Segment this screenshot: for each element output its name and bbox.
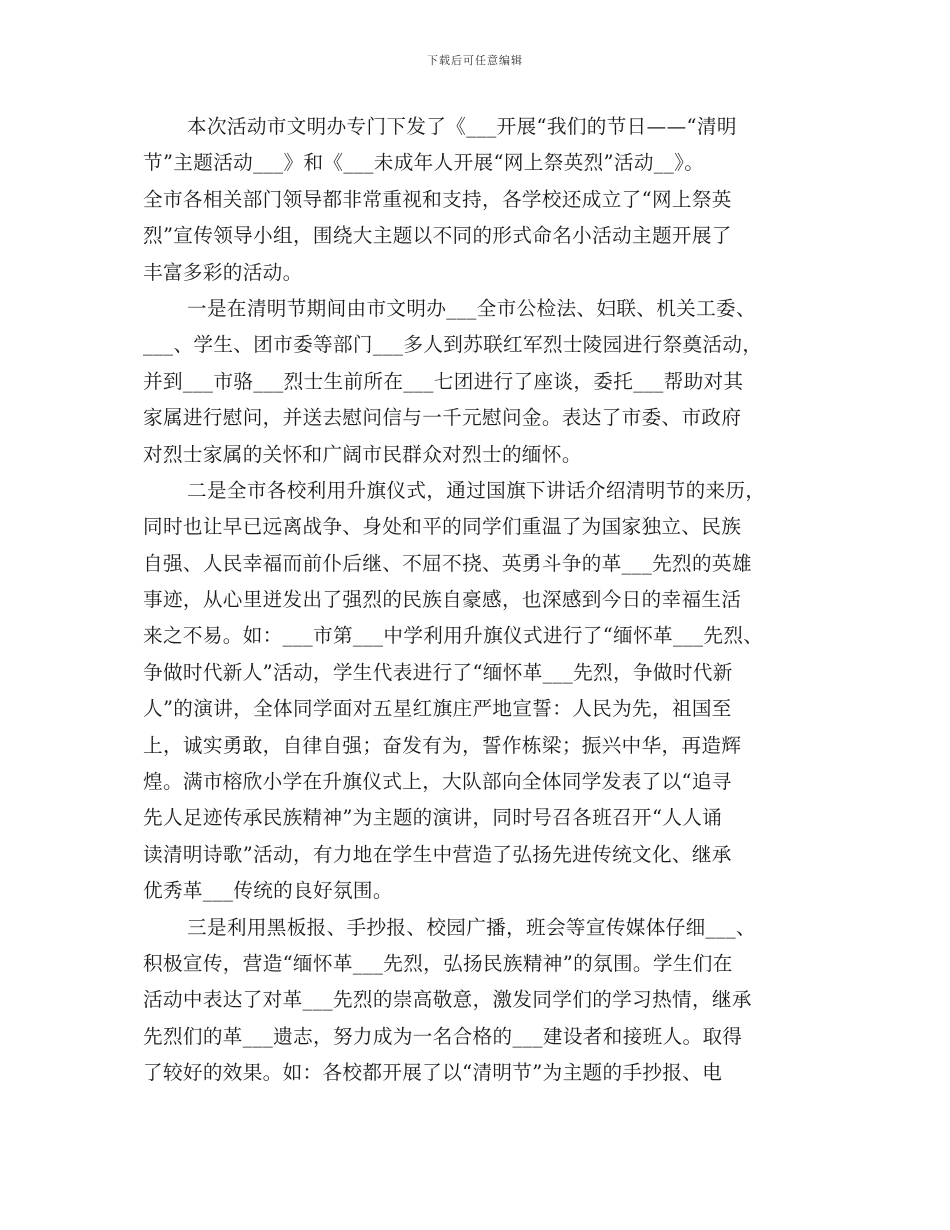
text-line: 烈”宣传领导小组，围绕大主题以不同的形式命名小活动主题开展了: [143, 224, 732, 248]
text-line: 丰富多彩的活动。: [143, 260, 303, 284]
text-line: 了较好的效果。如：各校都开展了以“清明节”为主题的手抄报、电: [143, 1061, 723, 1085]
text-line: 先烈们的革___遗志，努力成为一名合格的___建设者和接班人。取得: [143, 1024, 743, 1048]
text-line: 节”主题活动___》和《___未成年人开展“网上祭英烈”活动__》。: [143, 151, 705, 175]
text-line: 本次活动市文明办专门下发了《___开展“我们的节日——“清明: [187, 115, 737, 138]
text-line: ___、学生、团市委等部门___多人到苏联红军烈士陵园进行祭奠活动，: [143, 333, 763, 357]
text-line: 一是在清明节期间由市文明办___全市公检法、妇联、机关工委、: [187, 296, 756, 320]
paragraph-point-one: [143, 291, 813, 473]
text-line: 自强、人民幸福而前仆后继、不屈不挠、英勇斗争的革___先烈的英雄: [143, 551, 752, 575]
text-line: 上，诚实勇敢，自律自强；奋发有为，誓作栋梁；振兴中华，再造辉: [143, 733, 742, 757]
text-line: 读清明诗歌”活动，有力地在学生中营造了弘扬先进传统文化、继承: [143, 842, 732, 866]
text-line: 家属进行慰问，并送去慰问信与一千元慰问金。表达了市委、市政府: [143, 406, 742, 430]
text-line: 并到___市骆___烈士生前所在___七团进行了座谈，委托___帮助对其: [143, 369, 744, 393]
paragraph-point-two: [143, 473, 813, 910]
text-line: 优秀革___传统的良好氛围。: [143, 879, 393, 903]
text-line: 先人足迹传承民族精神”为主题的演讲，同时号召各班召开“人人诵: [143, 806, 723, 830]
text-line: 争做时代新人”活动，学生代表进行了“缅怀革___先烈，争做时代新: [143, 660, 733, 684]
text-line: 对烈士家属的关怀和广阔市民群众对烈士的缅怀。: [143, 442, 582, 466]
paragraph-activity-overview: [143, 109, 813, 291]
text-line: 积极宣传，营造“缅怀革___先烈，弘扬民族精神”的氛围。学生们在: [143, 951, 733, 975]
text-line: 事迹，从心里迸发出了强烈的民族自豪感，也深感到今日的幸福生活: [143, 588, 742, 612]
text-line: 来之不易。如：___市第___中学利用升旗仪式进行了“缅怀革___先烈、: [143, 624, 764, 648]
text-line: 全市各相关部门领导都非常重视和支持，各学校还成立了“网上祭英: [143, 187, 732, 211]
text-line: 三是利用黑板报、手抄报、校园广播，班会等宣传媒体仔细___、: [187, 915, 756, 939]
paragraph-point-three: [143, 910, 813, 1092]
page-header: 下载后可任意编辑: [427, 54, 523, 67]
text-line: 人”的演讲，全体同学面对五星红旗庄严地宣誓：人民为先，祖国至: [143, 697, 732, 721]
text-line: 活动中表达了对革___先烈的崇高敬意，激发同学们的学习热情，继承: [143, 988, 752, 1012]
text-line: 同时也让早已远离战争、身处和平的同学们重温了为国家独立、民族: [143, 515, 742, 539]
text-line: 煌。满市榕欣小学在升旗仪式上，大队部向全体同学发表了以“追寻: [143, 770, 732, 794]
document-body: [143, 109, 813, 1092]
text-line: 二是全市各校利用升旗仪式，通过国旗下讲话介绍清明节的来历，: [187, 478, 766, 502]
